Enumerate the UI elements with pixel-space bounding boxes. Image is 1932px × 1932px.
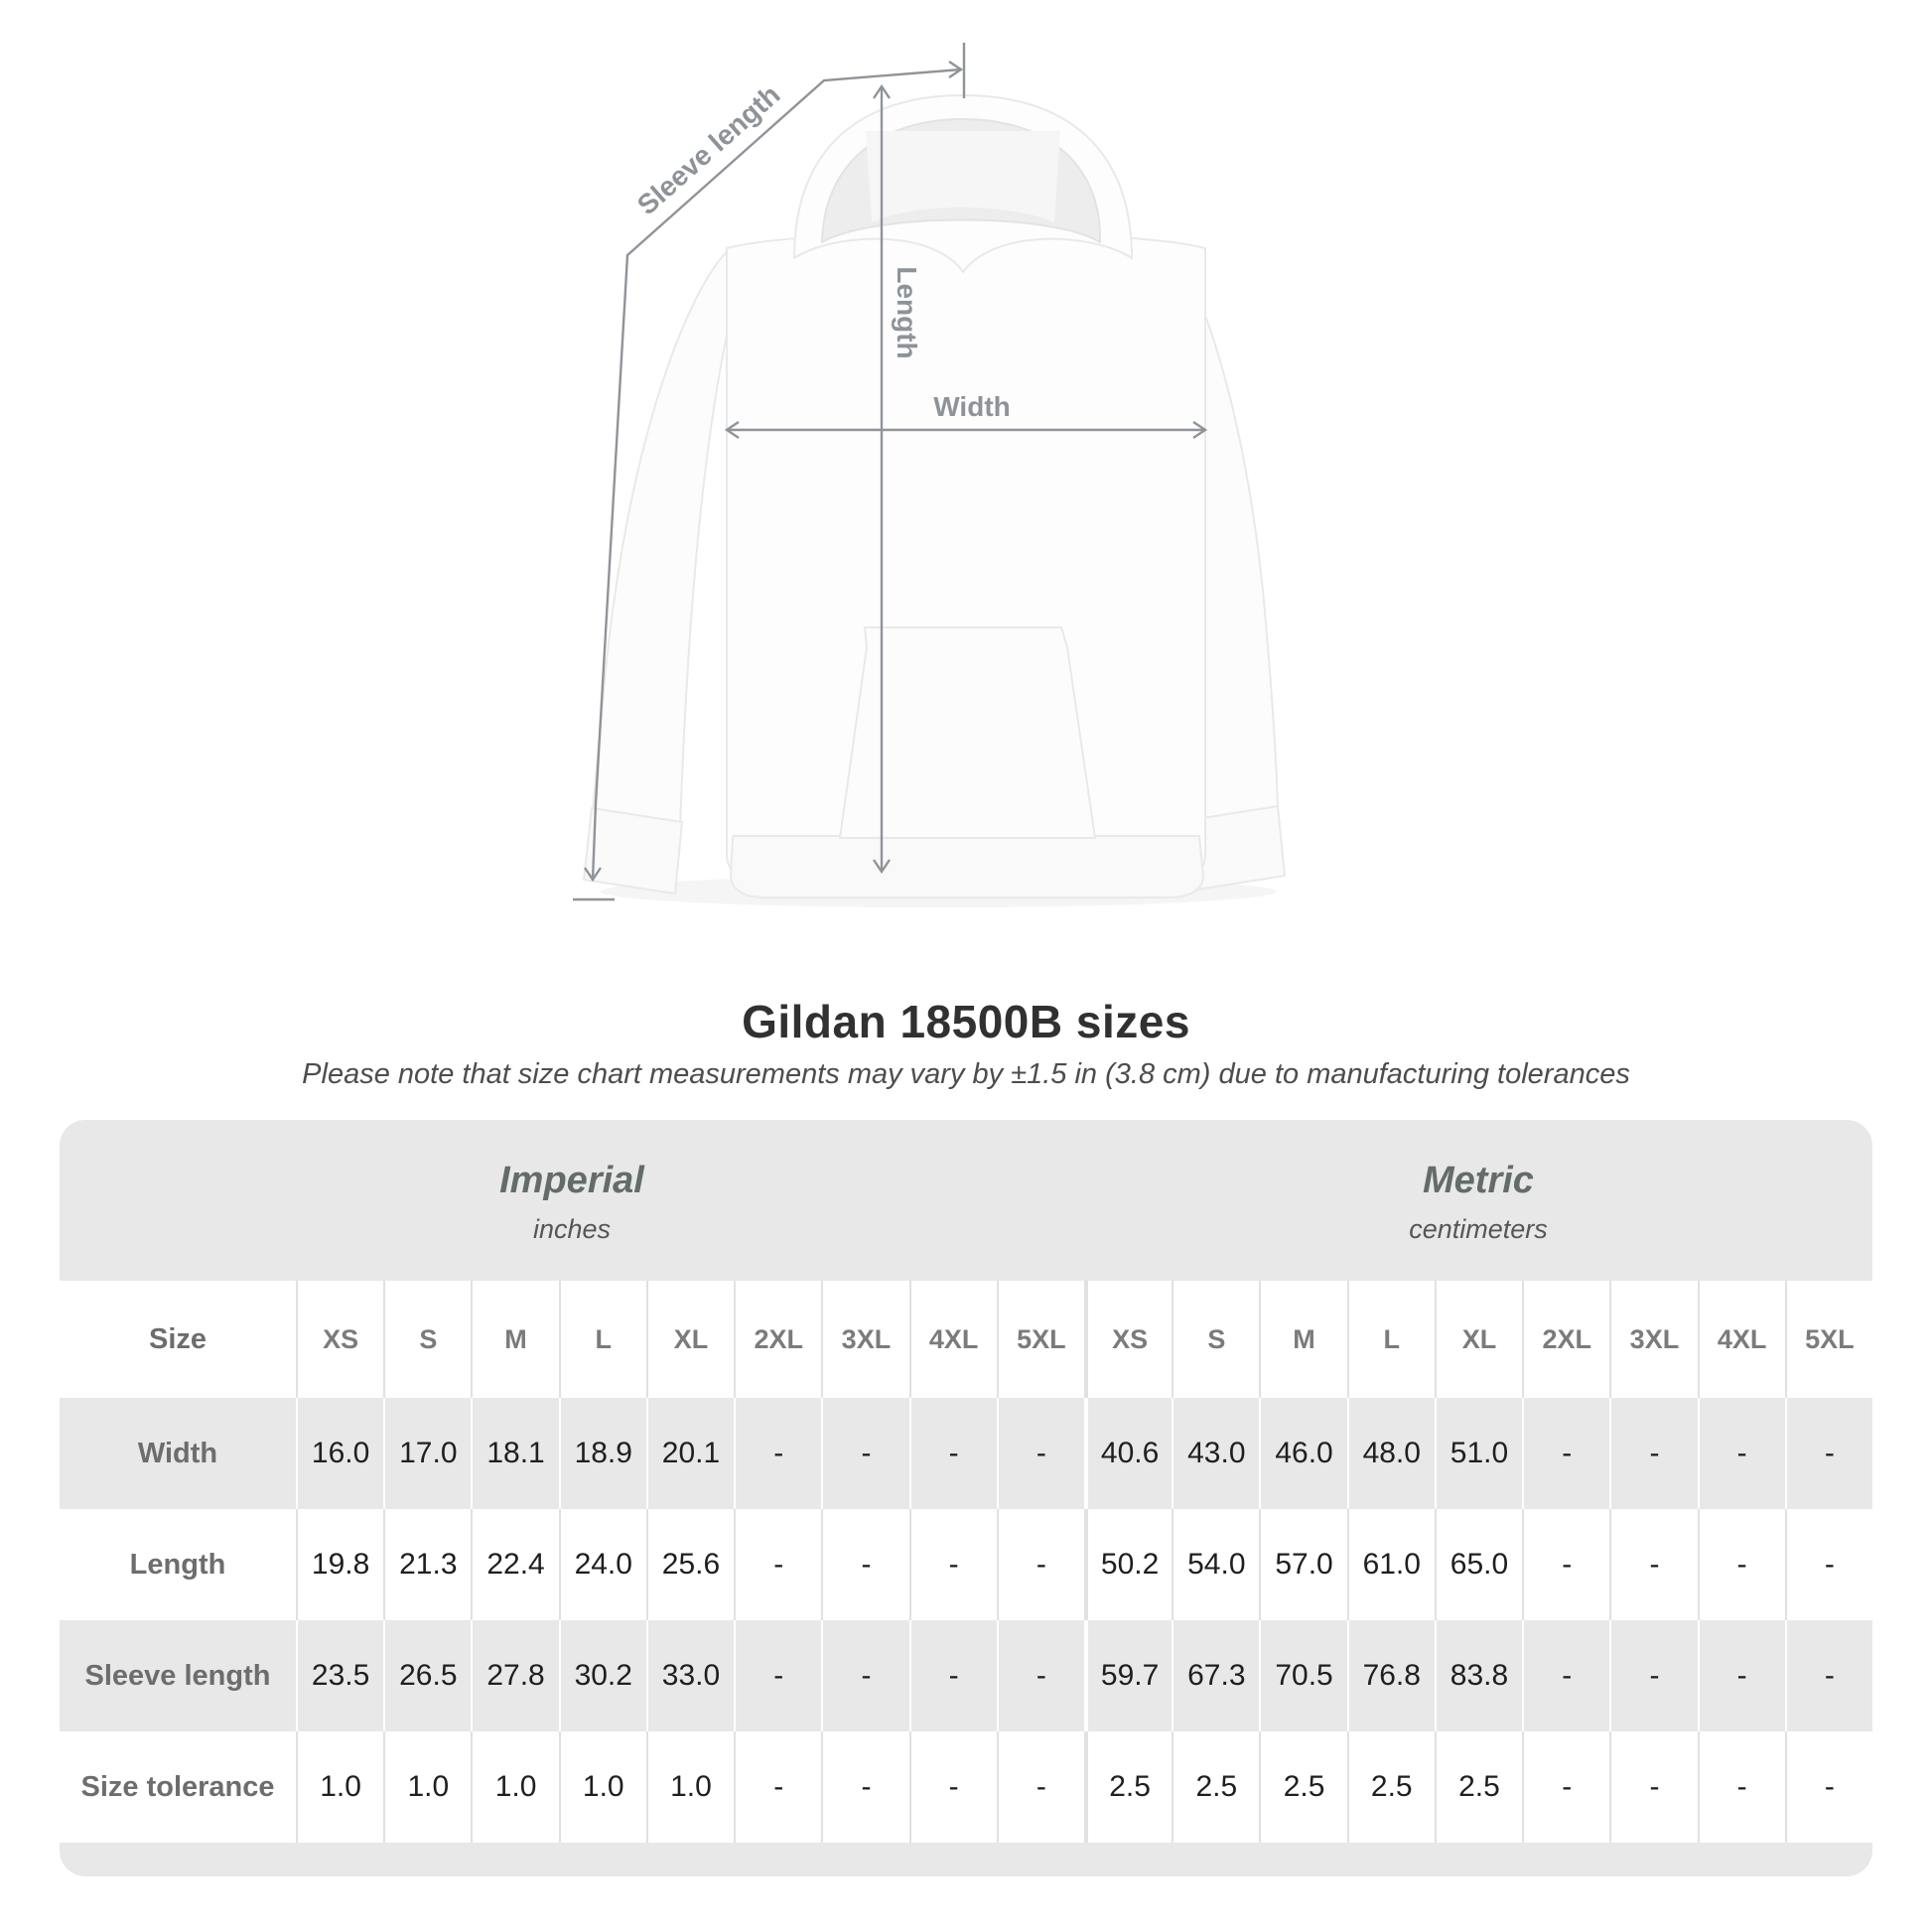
size-grid [60,1120,1872,1876]
metric-value-cell: 2.5 [1084,1731,1172,1843]
hoodie-illustration [397,20,1291,925]
imperial-value-cell: 18.1 [471,1398,558,1509]
metric-value-cell: 51.0 [1435,1398,1522,1509]
size-chart-table [60,1120,1872,1876]
imperial-value-cell: 24.0 [559,1509,646,1620]
imperial-value-cell: - [909,1731,997,1843]
metric-value-cell: - [1698,1398,1785,1509]
metric-size-header: L [1347,1281,1435,1398]
metric-value-cell: - [1522,1398,1609,1509]
imperial-value-cell: - [997,1731,1084,1843]
metric-size-header: 3XL [1609,1281,1697,1398]
imperial-value-cell: - [821,1620,908,1731]
imperial-size-header: M [471,1281,558,1398]
imperial-value-cell: - [909,1509,997,1620]
imperial-value-cell: - [997,1620,1084,1731]
imperial-value-cell: - [821,1731,908,1843]
metric-size-header: M [1259,1281,1346,1398]
width-label: Width [933,391,1011,422]
imperial-value-cell: 20.1 [646,1398,734,1509]
metric-value-cell: 50.2 [1084,1509,1172,1620]
metric-value-cell: 65.0 [1435,1509,1522,1620]
metric-size-header: 4XL [1698,1281,1785,1398]
imperial-value-cell: 25.6 [646,1509,734,1620]
metric-value-cell: 2.5 [1172,1731,1259,1843]
imperial-size-header: L [559,1281,646,1398]
imperial-size-header: S [383,1281,471,1398]
imperial-value-cell: - [734,1620,821,1731]
metric-value-cell: - [1698,1620,1785,1731]
metric-value-cell: 83.8 [1435,1620,1522,1731]
hoodie-left-cuff [584,808,682,894]
imperial-value-cell: 30.2 [559,1620,646,1731]
imperial-size-header: XL [646,1281,734,1398]
imperial-value-cell: - [734,1509,821,1620]
imperial-value-cell: - [734,1398,821,1509]
imperial-value-cell: - [909,1620,997,1731]
metric-value-cell: - [1609,1509,1697,1620]
metric-value-cell: - [1522,1509,1609,1620]
row-header: Width [137,1437,218,1469]
imperial-value-cell: 17.0 [383,1398,471,1509]
table-bottom-spacer [60,1843,1872,1876]
imperial-value-cell: - [734,1731,821,1843]
imperial-title: Imperial [499,1160,644,1201]
row-header: Size tolerance [60,1731,296,1843]
metric-size-header: XL [1435,1281,1522,1398]
metric-value-cell: - [1698,1731,1785,1843]
imperial-value-cell: 27.8 [471,1620,558,1731]
size-column-header: Size [60,1281,296,1398]
metric-value-cell: 46.0 [1259,1398,1346,1509]
metric-value-cell: 57.0 [1259,1509,1346,1620]
metric-value-cell: 40.6 [1084,1398,1172,1509]
metric-value-cell: 48.0 [1347,1398,1435,1509]
imperial-value-cell: 33.0 [646,1620,734,1731]
metric-size-header: XS [1084,1281,1172,1398]
tolerance-note: Please note that size chart measurements may vary by ±1.5 in (3.8 cm) due to manufacturing tolerances [302,1058,1630,1090]
row-header: Length [60,1509,296,1620]
metric-value-cell: 61.0 [1347,1509,1435,1620]
metric-size-header: 2XL [1522,1281,1609,1398]
imperial-size-header: 3XL [821,1281,908,1398]
imperial-value-cell: - [997,1509,1084,1620]
hoodie-pocket [840,627,1095,838]
imperial-value-cell: 1.0 [559,1731,646,1843]
metric-value-cell: 43.0 [1172,1398,1259,1509]
imperial-value-cell: - [821,1398,908,1509]
metric-title: Metric [1423,1160,1534,1201]
metric-value-cell: - [1785,1398,1872,1509]
metric-value-cell: - [1698,1509,1785,1620]
metric-value-cell: - [1609,1731,1697,1843]
hoodie-measurement-figure [397,20,1291,925]
imperial-value-cell: 1.0 [471,1731,558,1843]
hoodie-left-sleeve [593,248,741,828]
imperial-size-header: XS [296,1281,383,1398]
imperial-value-cell: - [909,1398,997,1509]
row-header: Sleeve length [84,1659,271,1692]
metric-value-cell: - [1609,1620,1697,1731]
imperial-unit: inches [532,1214,612,1244]
metric-header [1084,1120,1872,1281]
imperial-value-cell: 19.8 [296,1509,383,1620]
metric-value-cell: - [1522,1620,1609,1731]
metric-value-cell: 2.5 [1259,1731,1346,1843]
metric-value-cell: 70.5 [1259,1620,1346,1731]
imperial-value-cell: 16.0 [296,1398,383,1509]
metric-value-cell: - [1785,1509,1872,1620]
metric-size-header: S [1172,1281,1259,1398]
metric-value-cell: 2.5 [1347,1731,1435,1843]
metric-value-cell: - [1609,1398,1697,1509]
hoodie-garment [584,95,1285,897]
imperial-size-header: 5XL [997,1281,1084,1398]
imperial-size-header: 2XL [734,1281,821,1398]
imperial-header [60,1120,1084,1281]
metric-unit: centimeters [1409,1214,1548,1244]
page-title: Gildan 18500B sizes [742,996,1190,1047]
imperial-value-cell: - [821,1509,908,1620]
imperial-value-cell: 21.3 [383,1509,471,1620]
metric-value-cell: 54.0 [1172,1509,1259,1620]
metric-size-header: 5XL [1785,1281,1872,1398]
imperial-value-cell: - [997,1398,1084,1509]
imperial-value-cell: 22.4 [471,1509,558,1620]
imperial-size-header: 4XL [909,1281,997,1398]
metric-value-cell: 59.7 [1084,1620,1172,1731]
metric-value-cell: 2.5 [1435,1731,1522,1843]
metric-value-cell: - [1785,1731,1872,1843]
length-label: Length [892,266,922,359]
imperial-value-cell: 26.5 [383,1620,471,1731]
metric-value-cell: 67.3 [1172,1620,1259,1731]
imperial-value-cell: 1.0 [646,1731,734,1843]
imperial-value-cell: 18.9 [559,1398,646,1509]
metric-value-cell: - [1785,1620,1872,1731]
hoodie-hem-band [731,836,1203,897]
imperial-value-cell: 1.0 [296,1731,383,1843]
metric-value-cell: - [1522,1731,1609,1843]
sleeve-length-label: Sleeve length [630,78,786,221]
metric-value-cell: 76.8 [1347,1620,1435,1731]
imperial-value-cell: 1.0 [383,1731,471,1843]
imperial-value-cell: 23.5 [296,1620,383,1731]
